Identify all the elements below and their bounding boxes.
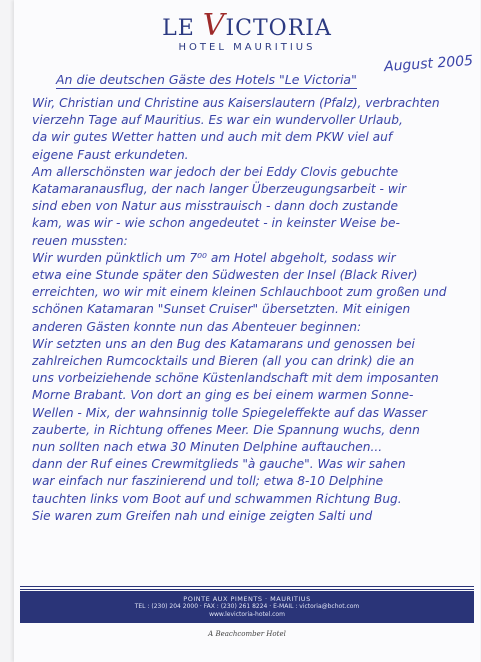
letter-line: dann der Ruf eines Crewmitglieds "à gauche". Was wir sahen xyxy=(32,457,406,472)
footer-website: www.levictoria-hotel.com xyxy=(209,611,285,618)
letter-line: tauchten links vom Boot auf und schwammen Richtung Bug. xyxy=(32,491,402,506)
letter-line: Katamaranausflug, der nach langer Überzeugungsarbeit - wir xyxy=(32,182,407,197)
footer-stripe xyxy=(20,586,474,590)
letter-line: schönen Katamaran "Sunset Cruiser" übersetzten. Mit einigen xyxy=(32,302,411,317)
letter-line: zauberte, in Richtung offenes Meer. Die Spannung wuchs, denn xyxy=(32,422,420,437)
footer-tagline: A Beachcomber Hotel xyxy=(208,630,286,638)
footer-address: POINTE AUX PIMENTS · MAURITIUS xyxy=(183,595,311,603)
letter-line: vierzehn Tage auf Mauritius. Es war ein wundervoller Urlaub, xyxy=(32,113,403,128)
letter-line: kam, was wir - wie schon angedeutet - in keinster Weise be- xyxy=(32,216,400,231)
letter-line: Wir setzten uns an den Bug des Katamarans und genossen bei xyxy=(32,336,415,351)
letter-line: sind eben von Natur aus misstrauisch - dann doch zustande xyxy=(32,199,398,214)
letter-body xyxy=(32,95,478,525)
logo-name-prefix: LE xyxy=(162,16,203,41)
letter-date: August 2005 xyxy=(383,52,474,76)
letter-sheet xyxy=(14,0,480,662)
logo-subtitle: HOTEL MAURITIUS xyxy=(178,42,316,53)
letter-line: Sie waren zum Greifen nah und einige zeigten Salti und xyxy=(32,508,373,523)
letter-line: Morne Brabant. Von dort an ging es bei einem warmen Sonne- xyxy=(32,388,414,403)
logo-name xyxy=(14,8,480,43)
letter-line: uns vorbeiziehende schöne Küstenlandschaft mit dem imposanten xyxy=(32,371,439,386)
letter-line: zahlreichen Rumcocktails und Bieren (all you can drink) die an xyxy=(32,354,415,369)
letter-line: Am allerschönsten war jedoch der bei Eddy Clovis gebuchte xyxy=(32,164,399,179)
letter-line: Wir wurden pünktlich um 7⁰⁰ am Hotel abgeholt, sodass wir xyxy=(32,250,396,265)
logo-name-v: V xyxy=(202,8,226,43)
letter-line: war einfach nur faszinierend und toll; etwa 8-10 Delphine xyxy=(32,474,384,489)
letter-line: anderen Gästen konnte nun das Abenteuer beginnen: xyxy=(32,319,362,334)
letter-line: da wir gutes Wetter hatten und auch mit dem PKW viel auf xyxy=(32,130,393,145)
letter-line: reuen mussten: xyxy=(32,233,128,248)
letter-line: Wellen - Mix, der wahnsinnig tolle Spiegeleffekte auf das Wasser xyxy=(32,405,427,420)
hotel-footer xyxy=(20,591,474,623)
logo-name-suffix: ICTORIA xyxy=(225,16,332,41)
letter-line: Wir, Christian und Christine aus Kaiserslautern (Pfalz), verbrachten xyxy=(32,96,440,110)
footer-contact: TEL : (230) 204 2000 · FAX : (230) 261 8224 · E-MAIL : victoria@bchot.com xyxy=(134,603,360,610)
letter-greeting: An die deutschen Gäste des Hotels "Le Victoria" xyxy=(56,72,357,87)
letter-line: etwa eine Stunde später den Südwesten der Insel (Black River) xyxy=(32,268,418,283)
letter-line: nun sollten nach etwa 30 Minuten Delphine auftauchen... xyxy=(32,440,383,455)
letter-line: eigene Faust erkundeten. xyxy=(32,147,189,162)
letter-line: erreichten, wo wir mit einem kleinen Schlauchboot zum großen und xyxy=(32,285,447,300)
hotel-logo xyxy=(14,8,480,53)
